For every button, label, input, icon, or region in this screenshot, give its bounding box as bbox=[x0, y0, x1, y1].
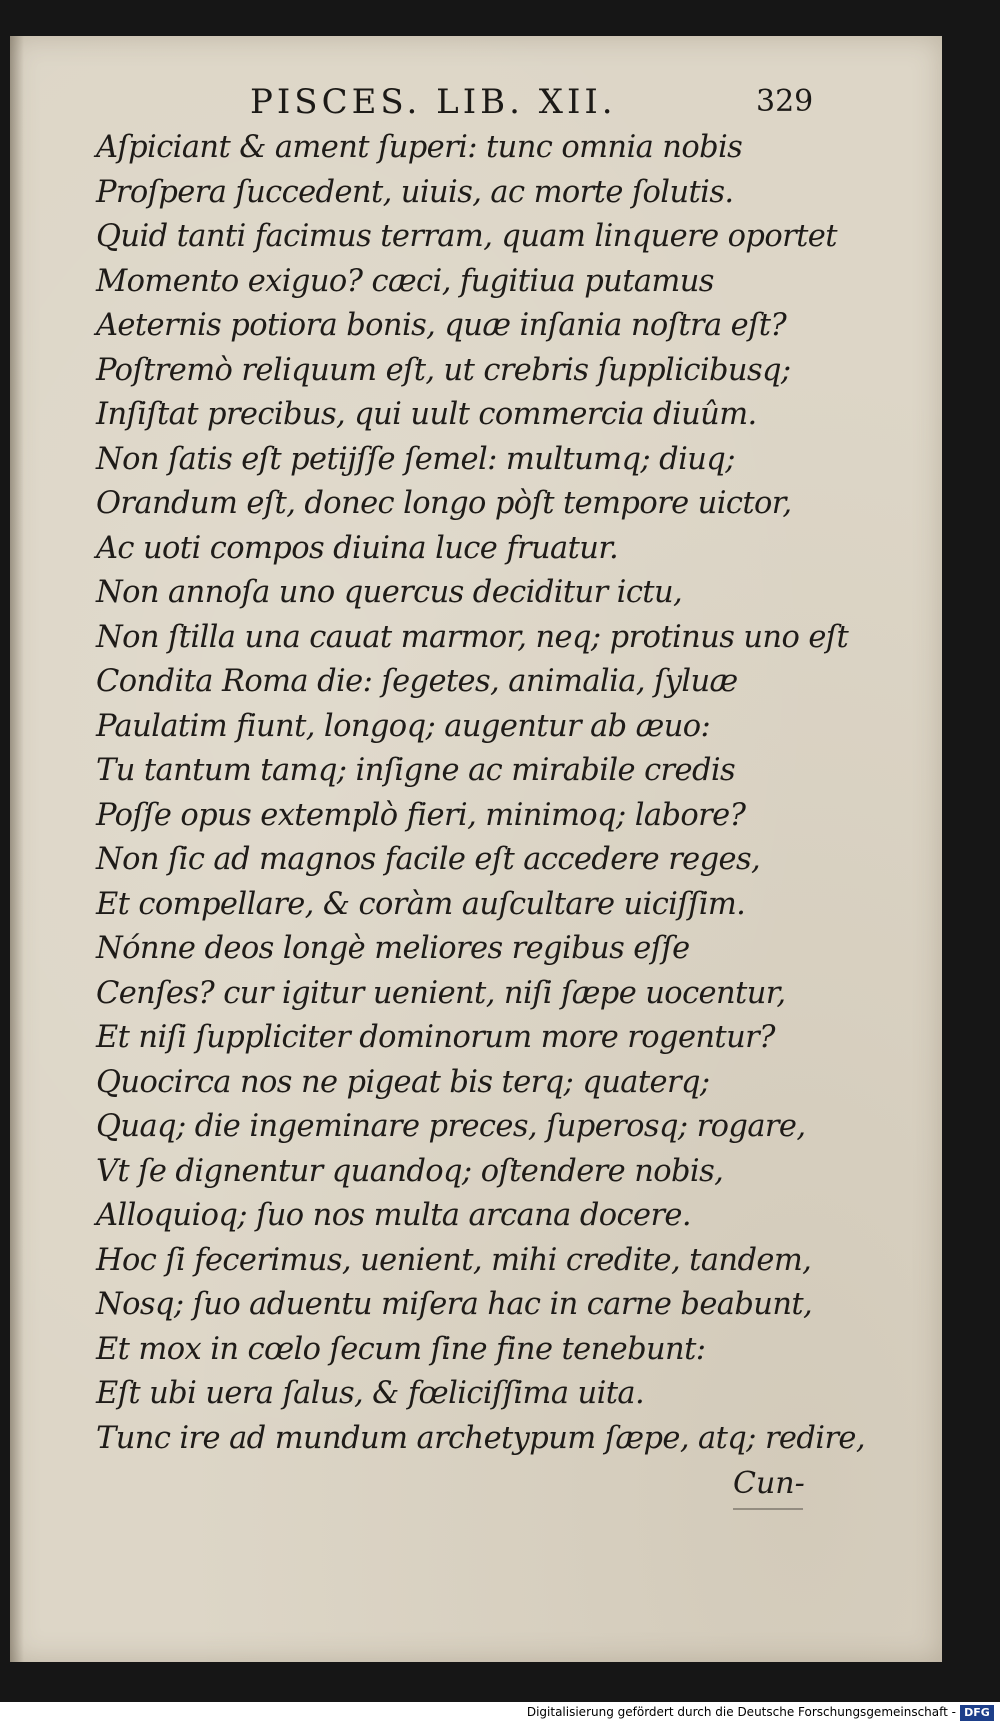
verse-line: Momento exiguo? cæci, fugitiua putamus bbox=[96, 263, 714, 299]
verse-line: Tunc ire ad mundum archetypum ſæpe, atq; redire, bbox=[96, 1420, 865, 1456]
verse-line: Non annoſa uno quercus deciditur ictu, bbox=[96, 575, 683, 610]
verse-line: Aeternis potiora bonis, quæ inſania noſtra eſt? bbox=[96, 308, 787, 343]
verse-line: Et compellare, & coràm auſcultare uiciſſim. bbox=[96, 886, 746, 922]
verse-line: Quocirca nos ne pigeat bis terq; quaterq; bbox=[96, 1064, 710, 1100]
verse-line: Vt ſe dignentur quandoq; oſtendere nobis, bbox=[96, 1153, 724, 1189]
verse-line: Eſt ubi uera ſalus, & fœliciſſima uita. bbox=[96, 1376, 645, 1411]
verse-line: Cenſes? cur igitur uenient, niſi ſæpe uocentur, bbox=[96, 975, 786, 1011]
verse-line: Paulatim fiunt, longoq; augentur ab æuo: bbox=[96, 708, 711, 744]
footer-credit: Digitalisierung gefördert durch die Deutsche Forschungsgemeinschaft - bbox=[526, 1705, 956, 1719]
dfg-logo: DFG bbox=[960, 1705, 994, 1721]
verse-line: Quid tanti facimus terram, quam linquere oportet bbox=[96, 219, 837, 254]
verse-line: Et mox in cœlo ſecum ſine fine tenebunt: bbox=[96, 1331, 706, 1367]
verse-line: Et niſi ſuppliciter dominorum more rogentur? bbox=[96, 1020, 775, 1055]
verse-line: Tu tantum tamq; inſigne ac mirabile credis bbox=[96, 753, 736, 788]
catchword-underline bbox=[733, 1508, 803, 1510]
verse-line: Alloquioq; ſuo nos multa arcana docere. bbox=[96, 1198, 691, 1233]
verse-line: Non ſic ad magnos facile eſt accedere reges, bbox=[96, 842, 761, 877]
verse-line: Inſiſtat precibus, qui uult commercia diuûm. bbox=[96, 397, 757, 432]
verse-line: Nosq; ſuo aduentu miſera hac in carne beabunt, bbox=[96, 1287, 813, 1322]
verse-line: Orandum eſt, donec longo pòſt tempore uictor, bbox=[96, 486, 792, 521]
verse-line: Aſpiciant & ament ſuperi: tunc omnia nobis bbox=[96, 130, 743, 165]
verse-line: Ac uoti compos diuina luce fruatur. bbox=[96, 530, 619, 566]
verse-line: Non ſatis eſt petijſſe ſemel: multumq; diuq; bbox=[96, 441, 735, 477]
catchword: Cun- bbox=[733, 1466, 805, 1501]
digitization-footer bbox=[0, 1702, 1000, 1724]
verse-line: Poſſe opus extemplò fieri, minimoq; labore? bbox=[96, 797, 746, 833]
page-header bbox=[0, 82, 1000, 132]
verse-line: Nónne deos longè meliores regibus eſſe bbox=[96, 931, 690, 966]
verse-line: Hoc ſi fecerimus, uenient, mihi credite, tandem, bbox=[96, 1242, 812, 1278]
verse-line: Condita Roma die: ſegetes, animalia, ſyluæ bbox=[96, 664, 738, 699]
verse-line: Quaq; die ingeminare preces, ſuperosq; rogare, bbox=[96, 1109, 806, 1144]
page-gutter-shadow bbox=[10, 36, 24, 1662]
page-number: 329 bbox=[756, 84, 814, 119]
verse-line: Poſtremò reliquum eſt, ut crebris ſupplicibusq; bbox=[96, 352, 791, 388]
verse-line: Non ſtilla una cauat marmor, neq; protinus uno eſt bbox=[96, 619, 849, 655]
running-head: PISCES. LIB. XII. bbox=[250, 82, 617, 122]
verse-line: Proſpera ſuccedent, uiuis, ac morte ſolutis. bbox=[96, 174, 734, 210]
verse-text-block bbox=[96, 126, 865, 1461]
